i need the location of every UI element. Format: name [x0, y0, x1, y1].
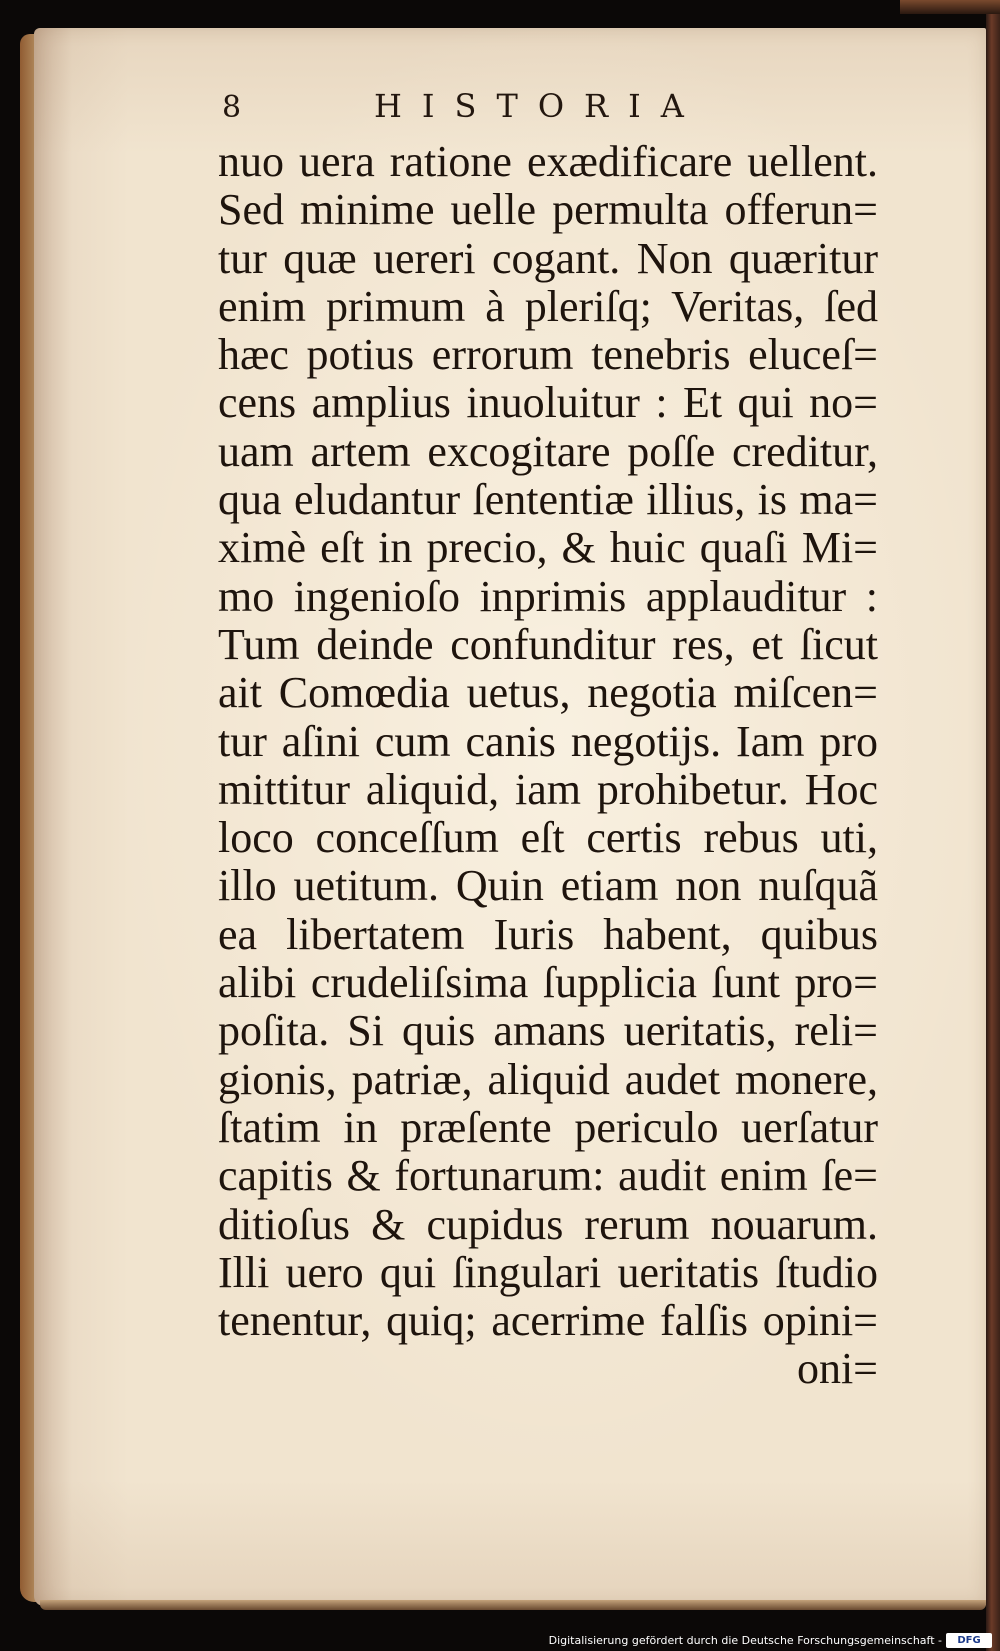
running-head	[222, 82, 872, 132]
text-line: qua eludantur ſententiæ illius, is ma=	[218, 475, 878, 525]
text-line: illo uetitum. Quin etiam non nuſquã	[218, 861, 878, 911]
text-line: gionis, patriæ, aliquid audet monere,	[218, 1054, 878, 1104]
body-text	[218, 138, 878, 1394]
text-line: nuo uera ratione exædificare uellent.	[218, 137, 878, 186]
page-number: 8	[222, 90, 242, 125]
text-line: capitis & fortunarum: audit enim ſe=	[218, 1151, 878, 1201]
text-line: tur aſini cum canis negotijs. Iam pro	[218, 716, 878, 766]
text-line: Illi uero qui ſingulari ueritatis ſtudio	[218, 1247, 878, 1297]
catchword: oni=	[796, 1344, 878, 1394]
text-line: ximè eſt in precio, & huic quaſi Mi=	[218, 523, 878, 573]
text-line: enim primum à pleriſq; Veritas, ſed	[218, 281, 878, 331]
text-line: ea libertatem Iuris habent, quibus	[218, 909, 878, 959]
text-line: alibi crudeliſsima ſupplicia ſunt pro=	[218, 958, 878, 1008]
page-bottom-edge	[40, 1600, 986, 1610]
text-line: mittitur aliquid, iam prohibetur. Hoc	[218, 764, 878, 814]
text-line: mo ingenioſo inprimis applauditur :	[218, 571, 878, 621]
book-edge-top	[900, 0, 1000, 14]
book-edge	[986, 0, 1000, 1651]
text-line: ſtatim in præſente periculo uerſatur	[218, 1102, 878, 1152]
digitization-credit: Digitalisierung gefördert durch die Deutsche Forschungsgemeinschaft -	[548, 1634, 942, 1647]
text-line: uam artem excogitare poſſe creditur,	[218, 426, 878, 476]
text-line: Sed minime uelle permulta offerun=	[218, 185, 878, 235]
running-title: HISTORIA	[374, 87, 704, 125]
dfg-logo: DFG	[946, 1633, 992, 1648]
text-line: hæc potius errorum tenebris eluceſ=	[218, 330, 878, 380]
text-line: ait Comœdia uetus, negotia miſcen=	[218, 668, 878, 718]
text-line: tenentur, quiq; acerrime falſis opini=	[218, 1296, 878, 1346]
text-line: Tum deinde confunditur res, et ſicut	[218, 619, 878, 669]
text-line: loco conceſſum eſt certis rebus uti,	[218, 813, 878, 863]
text-line: cens amplius inuoluitur : Et qui no=	[218, 378, 878, 428]
text-line: tur quæ uereri cogant. Non quæritur	[218, 233, 878, 283]
text-line: poſita. Si quis amans ueritatis, reli=	[218, 1006, 878, 1056]
text-line: ditioſus & cupidus rerum nouarum.	[218, 1199, 878, 1249]
